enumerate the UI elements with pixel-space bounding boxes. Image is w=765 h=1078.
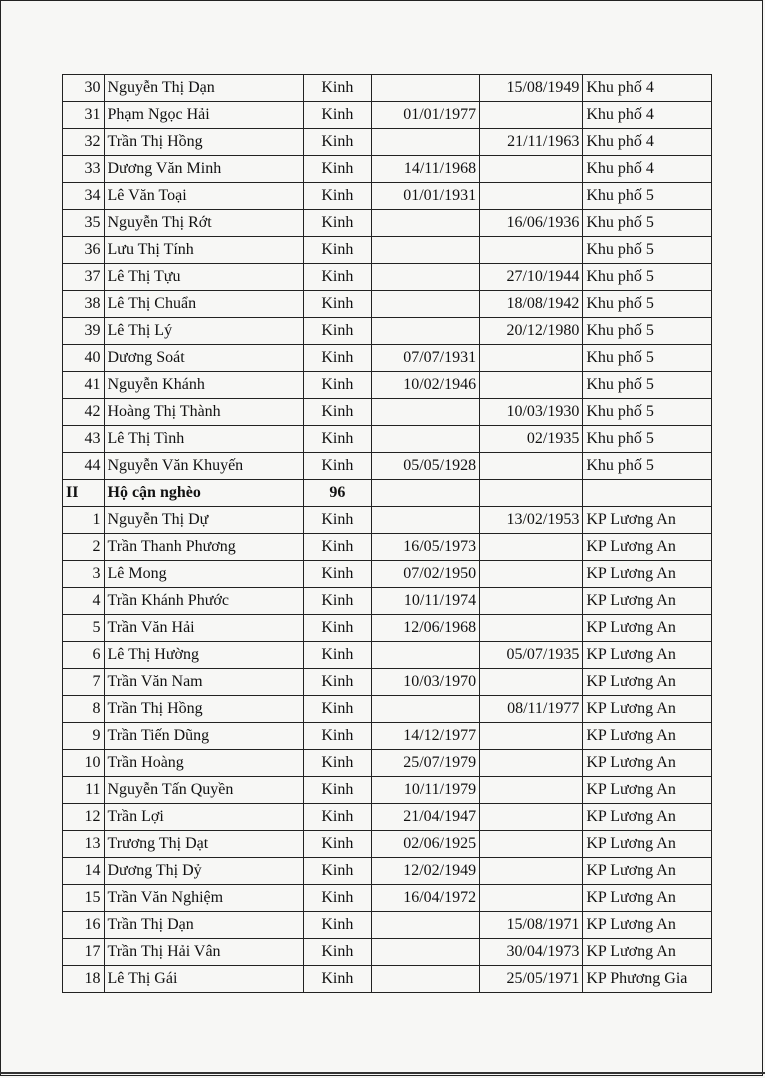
male-birth-date-cell: 05/05/1928: [371, 453, 479, 480]
male-birth-date-cell: [371, 318, 479, 345]
person-name-cell: Trương Thị Dạt: [104, 831, 303, 858]
person-name-cell: Dương Soát: [104, 345, 303, 372]
table-row: [63, 966, 712, 993]
address-cell: KP Lương An: [583, 885, 712, 912]
male-birth-date-cell: 01/01/1977: [371, 102, 479, 129]
female-birth-date-cell: 16/06/1936: [480, 210, 583, 237]
row-number-cell: 8: [63, 696, 105, 723]
row-number-cell: 7: [63, 669, 105, 696]
male-birth-date-cell: 16/05/1973: [371, 534, 479, 561]
person-name-cell: Lưu Thị Tính: [104, 237, 303, 264]
row-number-cell: 3: [63, 561, 105, 588]
row-number-cell: 15: [63, 885, 105, 912]
ethnicity-cell: Kinh: [303, 426, 371, 453]
table-row: [63, 561, 712, 588]
person-name-cell: Trần Lợi: [104, 804, 303, 831]
address-cell: KP Lương An: [583, 561, 712, 588]
table-row: [63, 291, 712, 318]
person-name-cell: Nguyễn Văn Khuyến: [104, 453, 303, 480]
table-row: [63, 939, 712, 966]
female-birth-date-cell: [480, 723, 583, 750]
row-number-cell: 36: [63, 237, 105, 264]
table-row: [63, 723, 712, 750]
address-cell: KP Lương An: [583, 588, 712, 615]
person-name-cell: Lê Thị Gái: [104, 966, 303, 993]
table-row: [63, 777, 712, 804]
ethnicity-cell: Kinh: [303, 750, 371, 777]
person-name-cell: Trần Văn Nam: [104, 669, 303, 696]
female-birth-date-cell: [480, 372, 583, 399]
ethnicity-cell: Kinh: [303, 696, 371, 723]
ethnicity-cell: Kinh: [303, 831, 371, 858]
row-number-cell: 17: [63, 939, 105, 966]
address-cell: KP Lương An: [583, 723, 712, 750]
ethnicity-cell: Kinh: [303, 804, 371, 831]
male-birth-date-cell: [371, 507, 479, 534]
male-birth-date-cell: 07/07/1931: [371, 345, 479, 372]
female-birth-date-cell: [480, 453, 583, 480]
address-cell: Khu phố 5: [583, 372, 712, 399]
row-number-cell: 35: [63, 210, 105, 237]
female-birth-date-cell: [480, 885, 583, 912]
address-cell: KP Lương An: [583, 831, 712, 858]
table-body-section-i: [63, 75, 712, 480]
address-cell: KP Phương Gia: [583, 966, 712, 993]
section-number: II: [63, 480, 105, 507]
ethnicity-cell: Kinh: [303, 912, 371, 939]
male-birth-date-cell: [371, 129, 479, 156]
person-name-cell: Lê Thị Chuẩn: [104, 291, 303, 318]
table-row: [63, 264, 712, 291]
person-name-cell: Nguyễn Thị Dạn: [104, 75, 303, 102]
address-cell: KP Lương An: [583, 804, 712, 831]
female-birth-date-cell: [480, 831, 583, 858]
address-cell: Khu phố 4: [583, 129, 712, 156]
address-cell: Khu phố 5: [583, 291, 712, 318]
ethnicity-cell: Kinh: [303, 723, 371, 750]
row-number-cell: 40: [63, 345, 105, 372]
ethnicity-cell: Kinh: [303, 75, 371, 102]
address-cell: KP Lương An: [583, 939, 712, 966]
section-empty-cell: [371, 480, 479, 507]
section-empty-cell: [583, 480, 712, 507]
row-number-cell: 38: [63, 291, 105, 318]
female-birth-date-cell: [480, 615, 583, 642]
male-birth-date-cell: 16/04/1972: [371, 885, 479, 912]
female-birth-date-cell: [480, 669, 583, 696]
table-row: [63, 372, 712, 399]
male-birth-date-cell: [371, 75, 479, 102]
row-number-cell: 39: [63, 318, 105, 345]
female-birth-date-cell: 10/03/1930: [480, 399, 583, 426]
person-name-cell: Nguyễn Thị Rớt: [104, 210, 303, 237]
female-birth-date-cell: 08/11/1977: [480, 696, 583, 723]
male-birth-date-cell: 10/03/1970: [371, 669, 479, 696]
ethnicity-cell: Kinh: [303, 183, 371, 210]
table-row: [63, 912, 712, 939]
row-number-cell: 13: [63, 831, 105, 858]
person-name-cell: Trần Hoàng: [104, 750, 303, 777]
table-row: [63, 399, 712, 426]
person-name-cell: Lê Văn Toại: [104, 183, 303, 210]
address-cell: Khu phố 4: [583, 102, 712, 129]
section-heading-row: [63, 480, 712, 507]
male-birth-date-cell: 07/02/1950: [371, 561, 479, 588]
female-birth-date-cell: 15/08/1971: [480, 912, 583, 939]
table-row: [63, 831, 712, 858]
ethnicity-cell: Kinh: [303, 291, 371, 318]
table-body-section-heading: [63, 480, 712, 507]
ethnicity-cell: Kinh: [303, 237, 371, 264]
table-row: [63, 858, 712, 885]
person-name-cell: Trần Văn Nghiệm: [104, 885, 303, 912]
address-cell: KP Lương An: [583, 750, 712, 777]
male-birth-date-cell: 02/06/1925: [371, 831, 479, 858]
male-birth-date-cell: [371, 426, 479, 453]
table-row: [63, 345, 712, 372]
row-number-cell: 1: [63, 507, 105, 534]
ethnicity-cell: Kinh: [303, 264, 371, 291]
person-name-cell: Dương Thị Dỷ: [104, 858, 303, 885]
person-name-cell: Nguyễn Tấn Quyền: [104, 777, 303, 804]
ethnicity-cell: Kinh: [303, 561, 371, 588]
male-birth-date-cell: 14/11/1968: [371, 156, 479, 183]
row-number-cell: 6: [63, 642, 105, 669]
female-birth-date-cell: 02/1935: [480, 426, 583, 453]
row-number-cell: 43: [63, 426, 105, 453]
ethnicity-cell: Kinh: [303, 669, 371, 696]
ethnicity-cell: Kinh: [303, 615, 371, 642]
table-row: [63, 885, 712, 912]
female-birth-date-cell: [480, 804, 583, 831]
female-birth-date-cell: 21/11/1963: [480, 129, 583, 156]
male-birth-date-cell: 10/11/1974: [371, 588, 479, 615]
person-name-cell: Phạm Ngọc Hải: [104, 102, 303, 129]
ethnicity-cell: Kinh: [303, 642, 371, 669]
row-number-cell: 37: [63, 264, 105, 291]
female-birth-date-cell: 05/07/1935: [480, 642, 583, 669]
male-birth-date-cell: 12/06/1968: [371, 615, 479, 642]
person-name-cell: Trần Khánh Phước: [104, 588, 303, 615]
address-cell: KP Lương An: [583, 696, 712, 723]
table-row: [63, 642, 712, 669]
table-row: [63, 453, 712, 480]
address-cell: Khu phố 5: [583, 426, 712, 453]
section-empty-cell: [480, 480, 583, 507]
male-birth-date-cell: [371, 399, 479, 426]
female-birth-date-cell: [480, 534, 583, 561]
table-row: [63, 210, 712, 237]
female-birth-date-cell: 20/12/1980: [480, 318, 583, 345]
female-birth-date-cell: [480, 183, 583, 210]
person-name-cell: Nguyễn Thị Dự: [104, 507, 303, 534]
row-number-cell: 32: [63, 129, 105, 156]
row-number-cell: 16: [63, 912, 105, 939]
female-birth-date-cell: [480, 588, 583, 615]
male-birth-date-cell: [371, 912, 479, 939]
person-name-cell: Hoàng Thị Thành: [104, 399, 303, 426]
ethnicity-cell: Kinh: [303, 885, 371, 912]
row-number-cell: 42: [63, 399, 105, 426]
ethnicity-cell: Kinh: [303, 156, 371, 183]
ethnicity-cell: Kinh: [303, 939, 371, 966]
female-birth-date-cell: [480, 750, 583, 777]
address-cell: KP Lương An: [583, 912, 712, 939]
person-name-cell: Trần Thị Hồng: [104, 129, 303, 156]
ethnicity-cell: Kinh: [303, 588, 371, 615]
table-row: [63, 804, 712, 831]
table-row: [63, 129, 712, 156]
row-number-cell: 18: [63, 966, 105, 993]
ethnicity-cell: Kinh: [303, 399, 371, 426]
row-number-cell: 33: [63, 156, 105, 183]
female-birth-date-cell: 30/04/1973: [480, 939, 583, 966]
row-number-cell: 11: [63, 777, 105, 804]
male-birth-date-cell: 21/04/1947: [371, 804, 479, 831]
ethnicity-cell: Kinh: [303, 858, 371, 885]
male-birth-date-cell: [371, 696, 479, 723]
person-name-cell: Lê Mong: [104, 561, 303, 588]
address-cell: Khu phố 4: [583, 75, 712, 102]
address-cell: KP Lương An: [583, 669, 712, 696]
section-count: 96: [303, 480, 371, 507]
address-cell: Khu phố 4: [583, 156, 712, 183]
ethnicity-cell: Kinh: [303, 534, 371, 561]
table-row: [63, 507, 712, 534]
table-row: [63, 615, 712, 642]
address-cell: Khu phố 5: [583, 345, 712, 372]
table-row: [63, 237, 712, 264]
address-cell: Khu phố 5: [583, 237, 712, 264]
person-name-cell: Trần Thị Dạn: [104, 912, 303, 939]
table-row: [63, 102, 712, 129]
address-cell: KP Lương An: [583, 615, 712, 642]
page-bottom-line: [0, 1072, 765, 1074]
ethnicity-cell: Kinh: [303, 453, 371, 480]
ethnicity-cell: Kinh: [303, 129, 371, 156]
female-birth-date-cell: [480, 237, 583, 264]
male-birth-date-cell: 10/02/1946: [371, 372, 479, 399]
person-name-cell: Trần Thị Hồng: [104, 696, 303, 723]
person-name-cell: Trần Thị Hải Vân: [104, 939, 303, 966]
row-number-cell: 10: [63, 750, 105, 777]
female-birth-date-cell: [480, 561, 583, 588]
ethnicity-cell: Kinh: [303, 507, 371, 534]
address-cell: Khu phố 5: [583, 183, 712, 210]
table-row: [63, 426, 712, 453]
address-cell: KP Lương An: [583, 777, 712, 804]
ethnicity-cell: Kinh: [303, 318, 371, 345]
ethnicity-cell: Kinh: [303, 372, 371, 399]
female-birth-date-cell: [480, 345, 583, 372]
row-number-cell: 5: [63, 615, 105, 642]
address-cell: KP Lương An: [583, 642, 712, 669]
address-cell: Khu phố 5: [583, 210, 712, 237]
row-number-cell: 30: [63, 75, 105, 102]
address-cell: Khu phố 5: [583, 318, 712, 345]
table-row: [63, 696, 712, 723]
person-name-cell: Trần Thanh Phương: [104, 534, 303, 561]
ethnicity-cell: Kinh: [303, 777, 371, 804]
ethnicity-cell: Kinh: [303, 966, 371, 993]
female-birth-date-cell: [480, 858, 583, 885]
row-number-cell: 34: [63, 183, 105, 210]
person-name-cell: Lê Thị Hường: [104, 642, 303, 669]
male-birth-date-cell: 01/01/1931: [371, 183, 479, 210]
female-birth-date-cell: [480, 156, 583, 183]
table-row: [63, 318, 712, 345]
person-name-cell: Trần Tiến Dũng: [104, 723, 303, 750]
male-birth-date-cell: 10/11/1979: [371, 777, 479, 804]
female-birth-date-cell: 18/08/1942: [480, 291, 583, 318]
household-table: [62, 74, 712, 993]
female-birth-date-cell: 13/02/1953: [480, 507, 583, 534]
row-number-cell: 12: [63, 804, 105, 831]
male-birth-date-cell: 25/07/1979: [371, 750, 479, 777]
person-name-cell: Lê Thị Tựu: [104, 264, 303, 291]
female-birth-date-cell: [480, 102, 583, 129]
ethnicity-cell: Kinh: [303, 345, 371, 372]
female-birth-date-cell: 27/10/1944: [480, 264, 583, 291]
address-cell: KP Lương An: [583, 858, 712, 885]
table-body-section-ii: [63, 507, 712, 993]
row-number-cell: 31: [63, 102, 105, 129]
table-row: [63, 588, 712, 615]
address-cell: Khu phố 5: [583, 453, 712, 480]
male-birth-date-cell: [371, 264, 479, 291]
person-name-cell: Nguyễn Khánh: [104, 372, 303, 399]
male-birth-date-cell: [371, 966, 479, 993]
male-birth-date-cell: [371, 939, 479, 966]
section-title: Hộ cận nghèo: [104, 480, 303, 507]
ethnicity-cell: Kinh: [303, 210, 371, 237]
table-row: [63, 156, 712, 183]
table-row: [63, 75, 712, 102]
row-number-cell: 2: [63, 534, 105, 561]
female-birth-date-cell: 25/05/1971: [480, 966, 583, 993]
row-number-cell: 9: [63, 723, 105, 750]
table-row: [63, 669, 712, 696]
ethnicity-cell: Kinh: [303, 102, 371, 129]
male-birth-date-cell: [371, 291, 479, 318]
person-name-cell: Lê Thị Tình: [104, 426, 303, 453]
male-birth-date-cell: [371, 210, 479, 237]
row-number-cell: 41: [63, 372, 105, 399]
table-row: [63, 750, 712, 777]
table-row: [63, 183, 712, 210]
person-name-cell: Dương Văn Minh: [104, 156, 303, 183]
row-number-cell: 44: [63, 453, 105, 480]
address-cell: Khu phố 5: [583, 399, 712, 426]
person-name-cell: Trần Văn Hải: [104, 615, 303, 642]
male-birth-date-cell: [371, 237, 479, 264]
row-number-cell: 14: [63, 858, 105, 885]
female-birth-date-cell: 15/08/1949: [480, 75, 583, 102]
address-cell: KP Lương An: [583, 534, 712, 561]
address-cell: KP Lương An: [583, 507, 712, 534]
male-birth-date-cell: 12/02/1949: [371, 858, 479, 885]
row-number-cell: 4: [63, 588, 105, 615]
address-cell: Khu phố 5: [583, 264, 712, 291]
male-birth-date-cell: 14/12/1977: [371, 723, 479, 750]
table-row: [63, 534, 712, 561]
person-name-cell: Lê Thị Lý: [104, 318, 303, 345]
male-birth-date-cell: [371, 642, 479, 669]
female-birth-date-cell: [480, 777, 583, 804]
